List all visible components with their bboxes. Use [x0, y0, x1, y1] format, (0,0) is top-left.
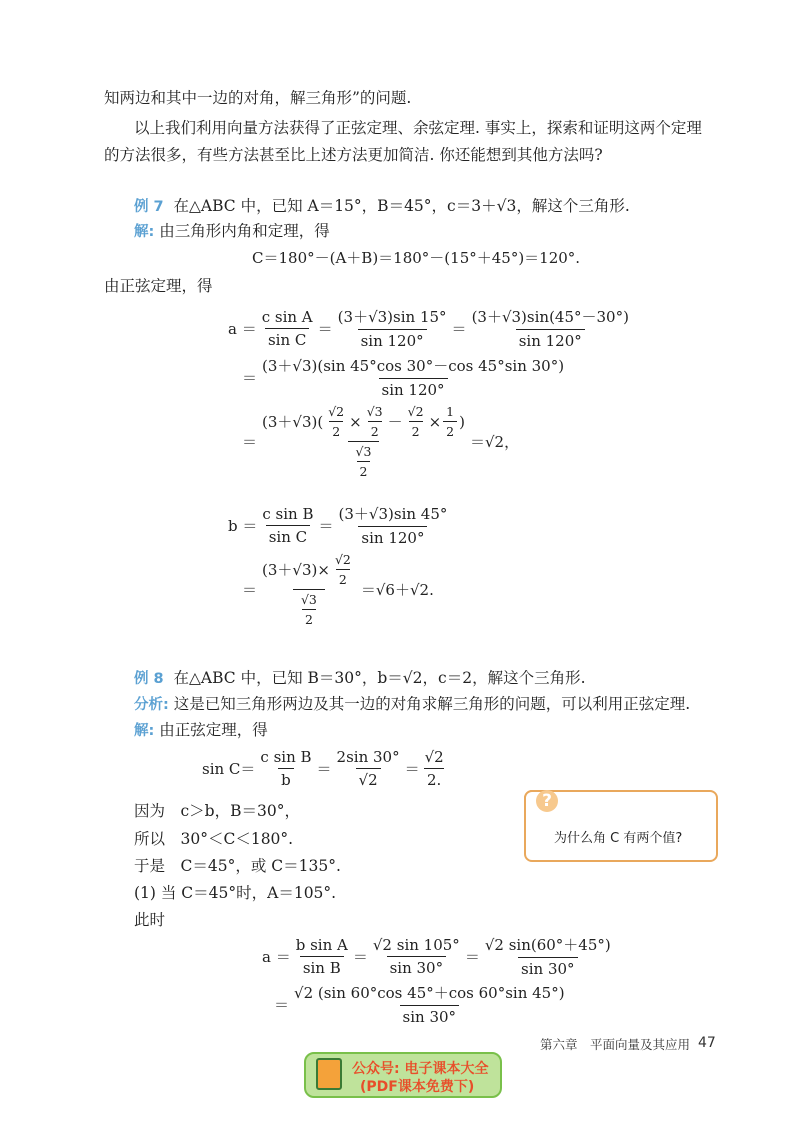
example-8-statement: 在△ABC 中，已知 B＝30°，b＝√2，c＝2，解这个三角形. [173, 669, 586, 687]
numerator: √3 [366, 404, 383, 419]
denominator: sin 120° [516, 329, 585, 350]
a-lhs: a ＝ [228, 319, 257, 338]
intro-line-2: 以上我们利用向量方法获得了正弦定理、余弦定理. 事实上，探索和证明这两个定理 [134, 119, 702, 137]
numerator: √3 [300, 592, 317, 607]
compound-denominator [348, 441, 380, 479]
page-number: 47 [698, 1035, 716, 1051]
b-result: ＝√6＋√2. [360, 581, 434, 599]
one-over-2 [443, 404, 457, 439]
solution-label: 解: [134, 723, 155, 739]
denominator: sin 30° [400, 1005, 460, 1026]
r3-over-2 [364, 404, 386, 439]
times-sign: × [349, 412, 362, 431]
fraction-sin105 [370, 936, 463, 977]
r2-over-2 [405, 404, 427, 439]
a-equation-line-2: ＝ $\frac{(3+√3)(\sin 45^\circ\cos 30^\circ-\cos 45^\circ\sin 30^\circ)}{\sin 120^\circ}$ [242, 355, 569, 399]
angle-c-equation: C＝180°－(A＋B)＝180°－(15°＋45°)＝120°. [252, 249, 581, 267]
numerator: c sin B [260, 748, 312, 766]
fraction-compound [259, 404, 468, 479]
denominator: 2 [409, 421, 423, 439]
denominator: 2 [302, 609, 316, 627]
fraction-sin45-30 [469, 306, 632, 350]
numerator: (3＋√3)(sin 45°cos 30°－cos 45°sin 30°) [262, 357, 565, 375]
example-7 [134, 196, 630, 217]
fraction-csinB-sinC [259, 505, 316, 546]
so-line: 所以 30°＜C＜180°. [134, 830, 294, 848]
intro-line-1: 知两边和其中一边的对角，解三角形”的问题. [104, 89, 412, 107]
fraction-sin60-45 [482, 934, 614, 978]
denominator: sin 30° [387, 956, 447, 977]
denominator: sin B [300, 956, 344, 977]
a-lhs: a ＝ [262, 947, 291, 966]
sinC-equation: sin C＝ $\frac{\text{c sin B}}{b}$ ＝ $\frac{2\sin 30^\circ}{√2}$ ＝ $\frac{√2}{2.}$ [202, 748, 449, 789]
r3-over-2 [298, 592, 320, 627]
close-paren: ) [459, 412, 465, 431]
solution-step-1: 由三角形内角和定理，得 [159, 222, 330, 240]
denominator: sin 30° [518, 957, 578, 978]
denominator: 2 [443, 421, 457, 439]
denominator: 2 [357, 461, 371, 479]
a-equation-line-1: a ＝ $\frac{\text{c sin A}}{\text{sin C}}$ ＝ $\frac{(3+√3)\sin 15^\circ}{\sin 120^\circ}$ ＝ $\frac{(3+√3)\sin(45^\circ-30^\circ)}{\sin 120^\circ}$ [228, 306, 634, 350]
question-icon: ? [536, 790, 558, 812]
note-text: 为什么角 C 有两个值? [554, 831, 683, 846]
denominator: √2 [356, 768, 381, 789]
fraction-b-compound [259, 552, 359, 627]
example-7-solution-intro [134, 221, 330, 242]
r3-over-2 [353, 444, 375, 479]
a-result: ＝√2， [469, 433, 520, 451]
denominator: sin C [266, 525, 310, 546]
numerator: (3＋√3)sin 15° [337, 308, 447, 326]
denominator: b [278, 768, 294, 789]
denominator: sin C [265, 328, 309, 349]
numerator: b sin A [295, 935, 348, 954]
intro-line-3: 的方法很多，有些方法甚至比上述方法更加简洁. 你还能想到其他方法吗? [104, 146, 603, 164]
numerator: √2 [407, 404, 424, 419]
analysis-text: 这是已知三角形两边及其一边的对角求解三角形的问题，可以利用正弦定理. [173, 695, 691, 713]
example-8 [134, 668, 586, 689]
denominator: 2 [368, 421, 382, 439]
prefix: (3＋√3)× [262, 561, 330, 579]
numerator: (3＋√3)sin 45° [338, 505, 448, 523]
example-7-statement: 在△ABC 中，已知 A＝15°，B＝45°，c＝3＋√3，解这个三角形. [173, 197, 630, 215]
fraction-r2-2 [422, 748, 447, 789]
numerator: (3＋√3)sin(45°－30°) [471, 308, 629, 326]
numerator: c sin B [262, 504, 314, 523]
chapter-title: 第六章 平面向量及其应用 [540, 1037, 691, 1052]
example-8-label: 例 8 [134, 671, 164, 687]
fraction-bsinA-sinB [293, 936, 351, 977]
example-8-analysis [134, 694, 690, 715]
a2-equation-line-1: a ＝ $\frac{\text{b sin A}}{\text{sin B}}$ ＝ $\frac{√2 \sin 105^\circ}{\sin 30^\circ}$ ＝ $\frac{√2 \sin(60^\circ+45^\circ)}{\sin 30^\circ}$ [262, 934, 616, 978]
example-8-solution-intro [134, 720, 268, 741]
a2-equation-line-2: ＝ $\frac{√2 (\sin 60^\circ\cos 45^\circ+\cos 60^\circ\sin 45^\circ)}{\sin 30^\circ}$ [274, 982, 570, 1026]
analysis-label: 分析: [134, 697, 169, 713]
numerator: √2 sin(60°＋45°) [484, 936, 611, 954]
numerator: √2 sin 105° [372, 935, 460, 954]
numerator: √2 [328, 404, 345, 419]
fraction-expanded [259, 355, 567, 399]
b-equation-line-2: ＝ (3＋√3)× $\frac{√2}{2}$ $\frac{√3}{2}$ ＝√6＋√2. [242, 552, 434, 627]
b-equation-line-1: b ＝ $\frac{\text{c sin B}}{\text{sin C}}$ ＝ $\frac{(3+√3)\sin 45^\circ}{\sin 120^\circ}$ [228, 503, 452, 547]
times-sign: × [428, 412, 442, 431]
numerator: √2 [424, 748, 444, 766]
denominator: sin 120° [358, 329, 427, 350]
example-7-label: 例 7 [134, 199, 164, 215]
banner-line-1: 公众号: 电子课本大全 [352, 1061, 489, 1077]
denominator: 2. [424, 768, 444, 789]
numerator: 2sin 30° [336, 748, 400, 766]
denominator: sin 120° [358, 526, 427, 547]
fraction-csinA-sinC [259, 308, 316, 349]
denominator: 2 [329, 421, 343, 439]
denominator: 2 [336, 569, 350, 587]
promo-banner [304, 1052, 502, 1098]
denominator: sin 120° [379, 378, 448, 399]
fraction-sin45 [336, 503, 451, 547]
then-line: 此时 [134, 911, 166, 929]
because-line: 因为 c＞b，B＝30°， [134, 802, 300, 820]
case-1-line: (1) 当 C＝45°时，A＝105°. [134, 884, 337, 902]
fraction-expanded-2 [291, 982, 568, 1026]
a-equation-line-3: ＝ (3＋√3)( $\frac{√2}{2}$ × $\frac{√3}{2}$ － $\frac{√2}{2}$ × $\frac{1}{2}$ ) $\frac{√3}{2}$ ＝√2， [242, 404, 520, 479]
b-compound-denominator [293, 589, 325, 627]
r2-over-2 [325, 404, 347, 439]
numerator: √2 [334, 552, 351, 567]
numerator: √2 (sin 60°cos 45°＋cos 60°sin 45°) [294, 984, 565, 1002]
numerator: √3 [355, 444, 372, 459]
banner-line-2: (PDF课本免费下) [360, 1079, 475, 1095]
numerator: 1 [446, 404, 455, 419]
minus-sign: － [387, 413, 403, 431]
prefix: (3＋√3)( [262, 413, 324, 431]
compound-numerator [259, 404, 468, 441]
fraction-2sin30-r2 [334, 748, 403, 789]
thus-line: 于是 C＝45°，或 C＝135°. [134, 857, 341, 875]
solution-step-2: 由正弦定理，得 [104, 277, 213, 295]
numerator: c sin A [261, 307, 313, 326]
fraction-sin15 [335, 306, 450, 350]
sinC-lhs: sin C＝ [202, 760, 256, 778]
solution-step: 由正弦定理，得 [159, 721, 268, 739]
b-compound-numerator [259, 552, 359, 589]
question-note [524, 790, 718, 862]
r2-over-2 [332, 552, 354, 587]
fraction-csinB-b [257, 748, 314, 789]
book-icon [316, 1058, 342, 1090]
solution-label: 解: [134, 224, 155, 240]
b-lhs: b ＝ [228, 516, 258, 535]
